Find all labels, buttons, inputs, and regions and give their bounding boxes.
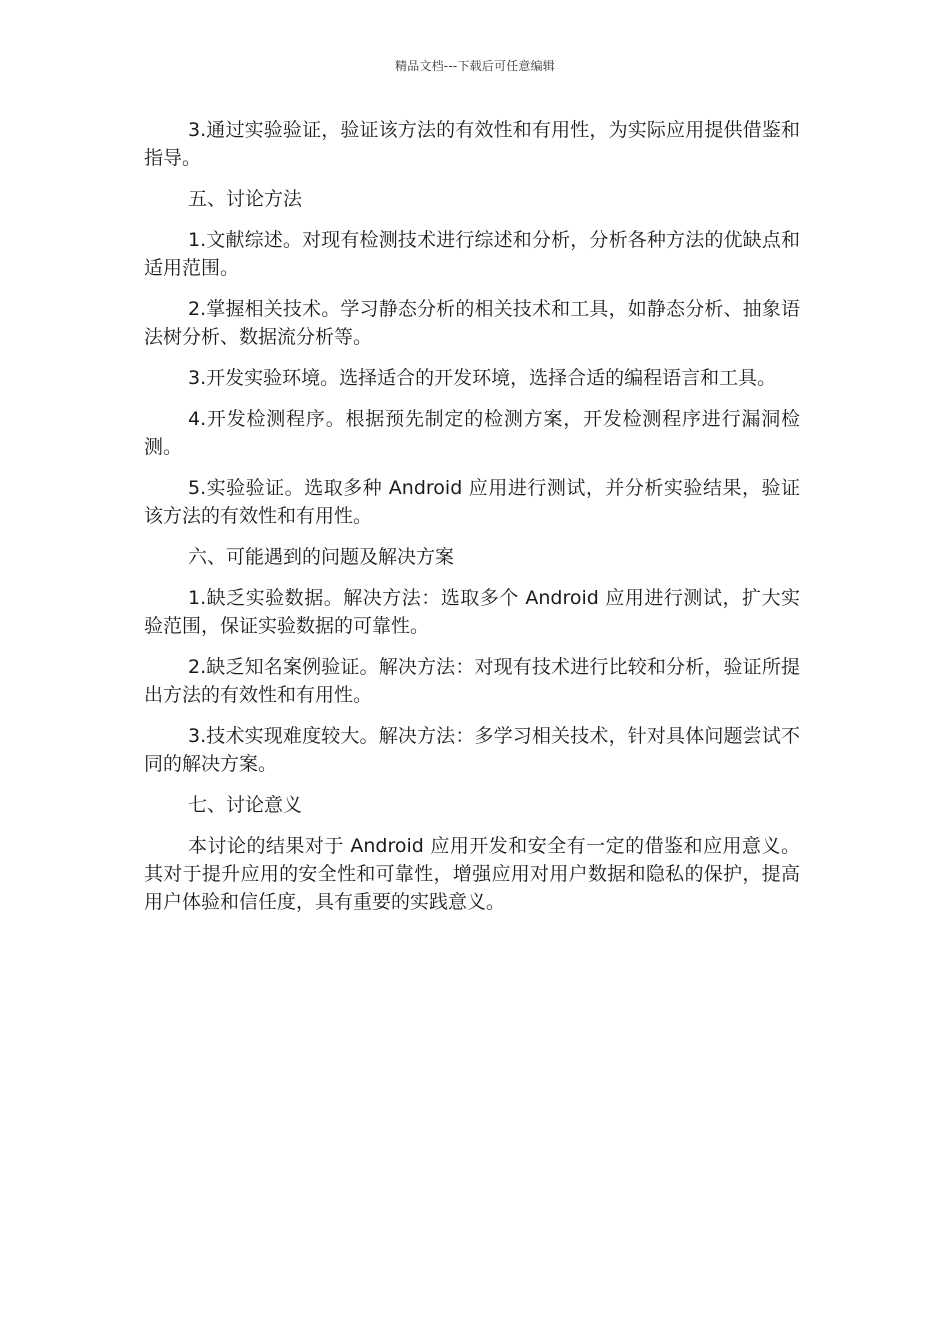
paragraph-difficulty: 3.技术实现难度较大。解决方法：多学习相关技术，针对具体问题尝试不同的解决方案。 (144, 725, 800, 775)
section-heading-methods: 五、讨论方法 (188, 188, 303, 210)
document-body (144, 116, 800, 929)
paragraph-lack-cases: 2.缺乏知名案例验证。解决方法：对现有技术进行比较和分析，验证所提出方法的有效性和有用性。 (144, 656, 800, 706)
paragraph-experiment: 5.实验验证。选取多种 Android 应用进行测试，并分析实验结果，验证该方法的有效性和有用性。 (144, 477, 800, 527)
section-heading-problems: 六、可能遇到的问题及解决方案 (188, 546, 455, 568)
paragraph-dev-environment: 3.开发实验环境。选择适合的开发环境，选择合适的编程语言和工具。 (188, 367, 777, 389)
paragraph-significance: 本讨论的结果对于 Android 应用开发和安全有一定的借鉴和应用意义。其对于提升应用的安全性和可靠性，增强应用对用户数据和隐私的保护，提高用户体验和信任度，具有重要的实践意义。 (144, 835, 800, 913)
paragraph-related-tech: 2.掌握相关技术。学习静态分析的相关技术和工具，如静态分析、抽象语法树分析、数据流分析等。 (144, 298, 800, 348)
paragraph-detection-program: 4.开发检测程序。根据预先制定的检测方案，开发检测程序进行漏洞检测。 (144, 408, 800, 458)
page-header: 精品文档---下载后可任意编辑 (395, 59, 555, 73)
paragraph-literature-review: 1.文献综述。对现有检测技术进行综述和分析，分析各种方法的优缺点和适用范围。 (144, 229, 800, 279)
section-heading-significance: 七、讨论意义 (188, 794, 303, 816)
paragraph-validation: 3.通过实验验证，验证该方法的有效性和有用性，为实际应用提供借鉴和指导。 (144, 119, 800, 169)
paragraph-lack-data: 1.缺乏实验数据。解决方法：选取多个 Android 应用进行测试，扩大实验范围，保证实验数据的可靠性。 (144, 587, 800, 637)
